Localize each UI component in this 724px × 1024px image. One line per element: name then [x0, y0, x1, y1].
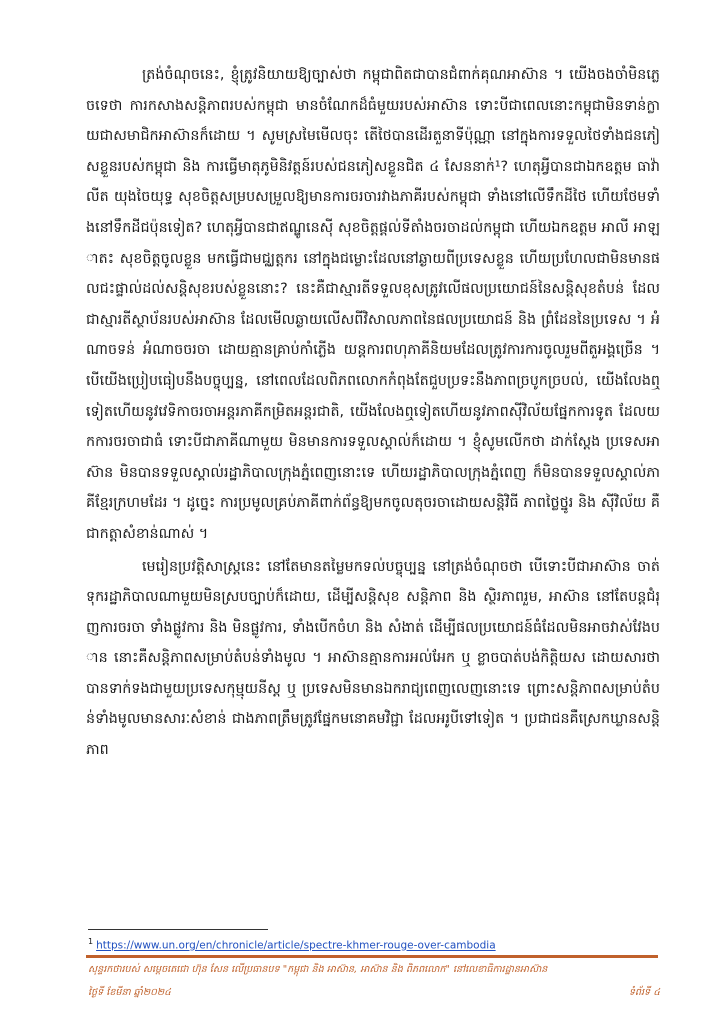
page-number: ទំព័រទី ៤	[628, 987, 660, 998]
body-text	[86, 60, 660, 766]
footer-speech-title: សុន្ទរកថារបស់ សម្តេចតេជោ ហ៊ុន សែន លើប្រធានបទ "កម្ពុជា និង អាស៊ាន, អាស៊ាន និង ពិភពលោក" នៅលេខាធិការដ្ឋានអាស៊ាន	[88, 964, 548, 975]
paragraph-2: មេរៀនប្រវត្តិសាស្ត្រនេះ នៅតែមានតម្លៃមកទល់បច្ចុប្បន្ន នៅត្រង់ចំណុចថា បើទោះបីជាអាស៊ាន ចាត់ទុករដ្ឋាភិបាលណាមួយមិនស្របច្បាប់ក៏ដោយ, ដើម្បីសន្តិសុខ សន្តិភាព និង ស្ថិរភាពរួម, អាស៊ាន នៅតែបន្តជំរុញការចរចា ទាំងផ្លូវការ និង មិនផ្លូវការ, ទាំងបើកចំហ និង សំងាត់ ដើម្បីផលប្រយោជន៍ធំដែលមិនអាចវាស់វែងបាន នោះគឺសន្តិភាពសម្រាប់តំបន់ទាំងមូល ។ អាស៊ានគ្មានការអល់អែក ឬ ខ្លាចបាត់បង់កិត្តិយស ដោយសារថា បានទាក់ទងជាមួយប្រទេសកុម្មុយនីស្ត ឬ ប្រទេសមិនមានឯករាជ្យពេញលេញនោះទេ ព្រោះសន្តិភាពសម្រាប់តំបន់ទាំងមូលមានសារៈសំខាន់ ជាងភាពត្រឹមត្រូវផ្នែកមនោគមវិជ្ជា ដែលអរូបីទៅទៀត ។ ប្រជាជនគឺស្រេកឃ្លានសន្តិភាព	[86, 558, 660, 759]
footnote-number: 1	[88, 937, 94, 946]
footnote-link[interactable]: https://www.un.org/en/chronicle/article/spectre-khmer-rouge-over-cambodia	[96, 939, 496, 952]
footnote	[88, 935, 496, 953]
footer-divider	[86, 955, 658, 958]
footer-date: ថ្ងៃទី ខែមីនា ឆ្នាំ២០២៤	[88, 987, 171, 998]
footer-meta	[88, 984, 660, 1002]
paragraph-1: ត្រង់ចំណុចនេះ, ខ្ញុំត្រូវនិយាយឱ្យច្បាស់ថា កម្ពុជាពិតជាបានជំពាក់គុណអាស៊ាន ។ យើងចងចាំមិនភ្លេចទេថា ការកសាងសន្តិភាពរបស់កម្ពុជា មានចំណែកដ៏ធំមួយរបស់អាស៊ាន ទោះបីជាពេលនោះកម្ពុជាមិនទាន់ក្លាយជាសមាជិកអាស៊ានក៏ដោយ ។ សូមស្រមៃមើលចុះ តើថៃបានដើរតួនាទីប៉ុណ្ណា នៅក្នុងការទទួលថៃទាំងជនភៀសខ្លួនរបស់កម្ពុជា និង ការធ្វើមាតុភូមិនិវត្តន៍របស់ជនភៀសខ្លួនជិត ៤ សែននាក់¹? ហេតុអ្វីបានជាឯកឧត្តម ធាវ៉ាលីត យុងចៃយុទ្ធ សុខចិត្តសម្របសម្រួលឱ្យមានការចរចារវាងភាគីរបស់កម្ពុជា ទាំងនៅលើទឹកដីថៃ ហើយថែមទាំងនៅទឹកដីជប៉ុនទៀត? ហេតុអ្វីបានជាឥណ្ឌូនេស៊ី សុខចិត្តផ្តល់ទីតាំងចរចាដល់កម្ពុជា ហើយឯកឧត្តម អាលី អាឡាតះ សុខចិត្តចូលខ្លួន មកធ្វើជាមជ្ឈត្តករ នៅក្នុងជម្លោះដែលនៅឆ្ងាយពីប្រទេសខ្លួន ហើយប្រហែលជាមិនមានផលជះផ្ទាល់ដល់សន្តិសុខរបស់ខ្លួននោះ? នេះគឺជាស្មារតីទទួលខុសត្រូវលើផលប្រយោជន៍នៃសន្តិសុខតំបន់ ដែលជាស្មារតីស្ថាប័នរបស់អាស៊ាន ដែលមើលឆ្ងាយលើសពីវិសាលភាពនៃផលប្រយោជន៍ និង ព្រំដែននៃប្រទេស ។ អំណាចទន់ អំណាចចរចា ដោយគ្មានគ្រាប់កាំភ្លើង យន្តការពហុភាគីនិយមដែលត្រូវការការចូលរួមពីតួអង្គច្រើន ។ បើយើងប្រៀបធៀបនឹងបច្ចុប្បន្ន, នៅពេលដែលពិភពលោកកំពុងតែជួបប្រទះនឹងភាពច្របូកច្របល់, យើងលែងឮទៀតហើយនូវវេទិកាចរចាអន្តរភាគីកម្រិតអន្តរជាតិ, យើងលែងឮទៀតហើយនូវភាពស៊ីវិល័យផ្នែកការទូត ដែលយកការចរចាជាធំ ទោះបីជាភាគីណាមួយ មិនមានការទទួលស្គាល់ក៏ដោយ ។ ខ្ញុំសូមលើកថា ដាក់ស្តែង ប្រទេសអាស៊ាន មិនបានទទួលស្គាល់រដ្ឋាភិបាលក្រុងភ្នំពេញនោះទេ ហើយរដ្ឋាភិបាលក្រុងភ្នំពេញ ក៏មិនបានទទួលស្គាល់ភាគីខ្មែរក្រហមដែរ ។ ដូច្នេះ ការប្រមូលគ្រប់ភាគីពាក់ព័ន្ធឱ្យមកចូលតុចរចាដោយសន្តិវិធី ភាពថ្លៃថ្នូរ និង ស៊ីវិល័យ គឺជាកត្តាសំខាន់ណាស់ ។	[86, 67, 660, 542]
footnote-separator	[88, 929, 268, 930]
